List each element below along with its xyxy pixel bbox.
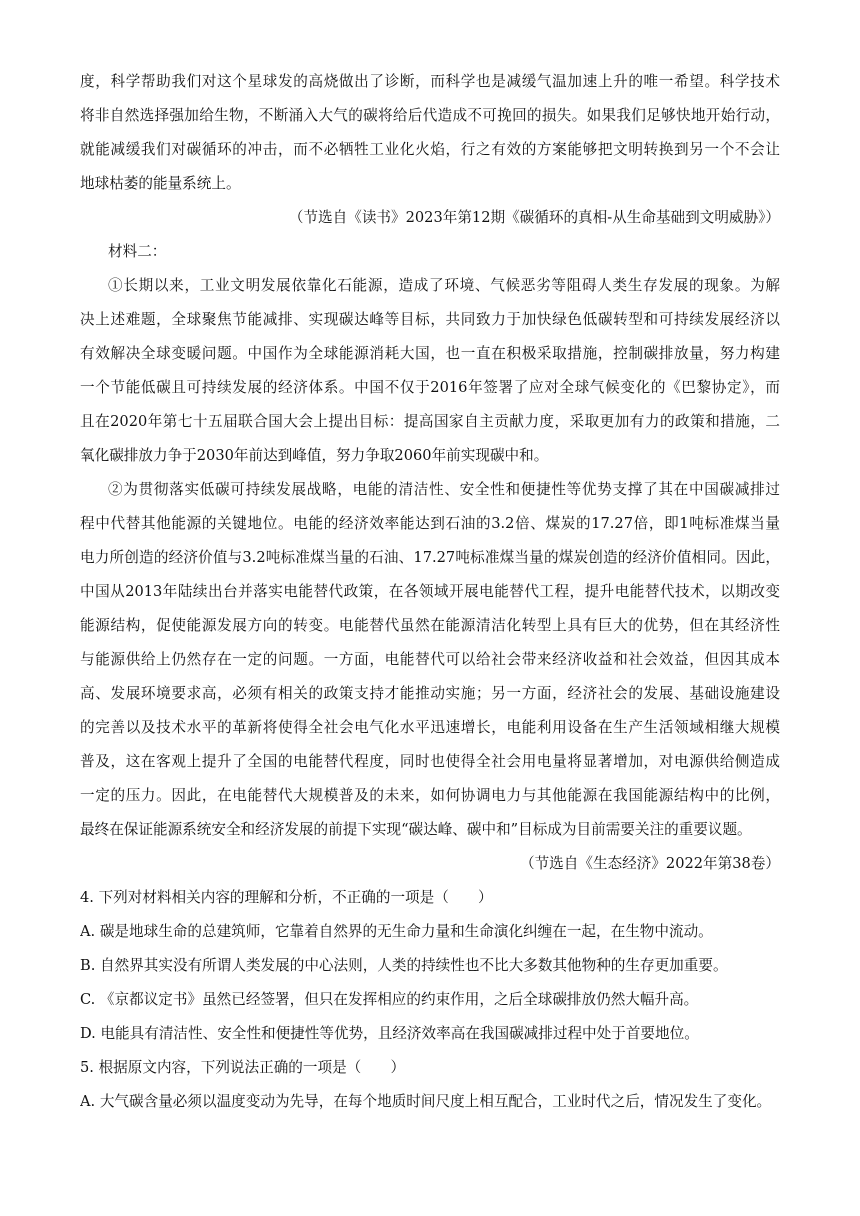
para3-line-3: 电力所创造的经济价值与3.2吨标准煤当量的石油、17.27吨标准煤当量的煤炭创造的经济价值相同。因此， [80,549,780,566]
question-4-option-c: C. 《京都议定书》虽然已经签署，但只在发挥相应的约束作用，之后全球碳排放仍然大幅升高。 [80,991,699,1008]
para2-line-2: 决上述难题，全球聚焦节能减排、实现碳达峰等目标，共同致力于加快绿色低碳转型和可持续发展经济以 [80,311,780,328]
para3-line-7: 高、发展环境要求高，必须有相关的政策支持才能推动实施；另一方面，经济社会的发展、基础设施建设 [80,685,780,702]
question-4-option-a: A. 碳是地球生命的总建筑师，它靠着自然界的无生命力量和生命演化纠缠在一起，在生物中流动。 [80,923,713,940]
para2-line-6: 氧化碳排放力争于2030年前达到峰值，努力争取2060年前实现碳中和。 [80,447,549,464]
para3-line-6: 与能源供给上仍然存在一定的问题。一方面，电能替代可以给社会带来经济收益和社会效益，但因其成本 [80,651,780,668]
question-5-option-a: A. 大气碳含量必须以温度变动为先导，在每个地质时间尺度上相互配合，工业时代之后，情况发生了变化。 [80,1093,772,1110]
question-4-option-d: D. 电能具有清洁性、安全性和便捷性等优势，且经济效率高在我国碳减排过程中处于首要地位。 [80,1025,699,1042]
question-5-stem: 5. 根据原文内容，下列说法正确的一项是（ ） [80,1059,406,1076]
question-4-option-b: B. 自然界其实没有所谓人类发展的中心法则，人类的持续性也不比大多数其他物种的生存更加重要。 [80,957,728,974]
question-4-stem: 4. 下列对材料相关内容的理解和分析，不正确的一项是（ ） [80,889,493,906]
source-citation-1: （节选自《读书》2023年第12期《碳循环的真相-从生命基础到文明威胁》） [288,209,780,226]
para1-line-2: 将非自然选择强加给生物，不断涌入大气的碳将给后代造成不可挽回的损失。如果我们足够快地开始行动， [80,107,780,124]
para3-line-8: 的完善以及技术水平的革新将使得全社会电气化水平迅速增长，电能利用设备在生产生活领域相继大规模 [80,719,780,736]
para2-line-4: 一个节能低碳且可持续发展的经济体系。中国不仅于2016年签署了应对全球气候变化的《巴黎协定》，而 [80,379,780,396]
para1-line-1: 度，科学帮助我们对这个星球发的高烧做出了诊断，而科学也是减缓气温加速上升的唯一希望。科学技术 [80,73,780,90]
para3-line-4: 中国从2013年陆续出台并落实电能替代政策，在各领域开展电能替代工程，提升电能替代技术，以期改变 [80,583,780,600]
para3-line-1: ②为贯彻落实低碳可持续发展战略，电能的清洁性、安全性和便捷性等优势支撑了其在中国碳减排过 [108,481,780,498]
para3-line-11: 最终在保证能源系统安全和经济发展的前提下实现“碳达峰、碳中和”目标成为目前需要关注的重要议题。 [80,821,752,838]
material2-heading: 材料二： [108,243,167,260]
para3-line-9: 普及，这在客观上提升了全国的电能替代程度，同时也使得全社会用电量将显著增加，对电源供给侧造成 [80,753,780,770]
source-citation-2: （节选自《生态经济》2022年第38卷） [519,855,780,872]
para3-line-10: 一定的压力。因此，在电能替代大规模普及的未来，如何协调电力与其他能源在我国能源结构中的比例， [80,787,780,804]
para2-line-3: 有效解决全球变暖问题。中国作为全球能源消耗大国，也一直在积极采取措施，控制碳排放量，努力构建 [80,345,780,362]
para2-line-1: ①长期以来，工业文明发展依靠化石能源，造成了环境、气候恶劣等阻碍人类生存发展的现象。为解 [108,277,780,294]
para3-line-2: 程中代替其他能源的关键地位。电能的经济效率能达到石油的3.2倍、煤炭的17.27倍，即1吨标准煤当量 [80,515,780,532]
para2-line-5: 且在2020年第七十五届联合国大会上提出目标：提高国家自主贡献力度，采取更加有力的政策和措施，二 [80,413,780,430]
para1-line-3: 就能减缓我们对碳循环的冲击，而不必牺牲工业化火焰，行之有效的方案能够把文明转换到另一个不会让 [80,141,780,158]
para1-line-4: 地球枯萎的能量系统上。 [80,175,241,192]
para3-line-5: 能源结构，促使能源发展方向的转变。电能替代虽然在能源清洁化转型上具有巨大的优势，但在其经济性 [80,617,780,634]
